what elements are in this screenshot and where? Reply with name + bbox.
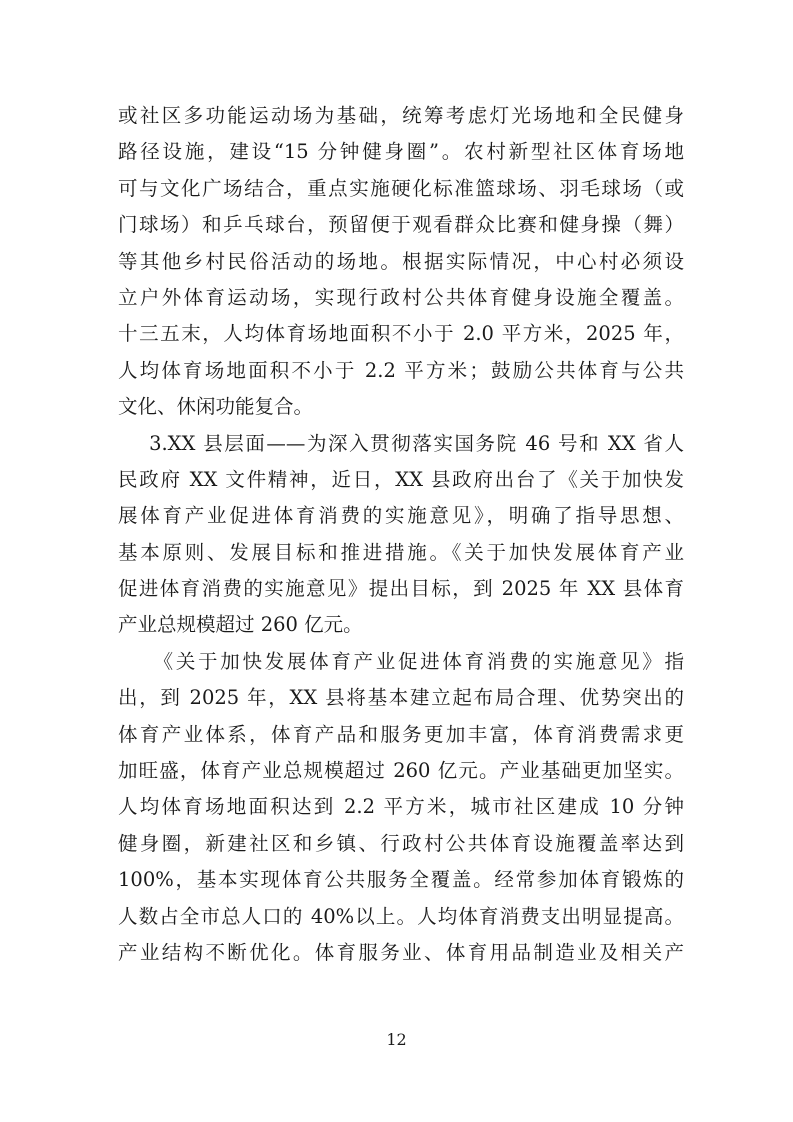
text-line: 十三五末，人均体育场地面积不小于 2.0 平方米，2025 年， (118, 322, 684, 346)
text-line: 健身圈，新建社区和乡镇、行政村公共体育设施覆盖率达到 (118, 831, 684, 855)
body-text (118, 98, 684, 971)
text-line: 人均体育场地面积不小于 2.2 平方米；鼓励公共体育与公共 (118, 358, 684, 382)
paragraph-county-level (118, 426, 684, 644)
text-line: 加旺盛，体育产业总规模超过 260 亿元。产业基础更加坚实。 (118, 759, 684, 783)
text-line: 产业总规模超过 260 亿元。 (118, 613, 363, 637)
text-line: 门球场）和乒乓球台，预留便于观看群众比赛和健身操（舞） (118, 213, 684, 237)
text-line: 3.XX 县层面——为深入贯彻落实国务院 46 号和 XX 省人 (118, 431, 684, 455)
text-line: 体育产业体系，体育产品和服务更加丰富，体育消费需求更 (118, 722, 684, 746)
text-line: 民政府 XX 文件精神，近日，XX 县政府出台了《关于加快发 (118, 467, 684, 491)
paragraph-implementation-opinion (118, 644, 684, 972)
text-line: 路径设施，建设“15 分钟健身圈”。农村新型社区体育场地 (118, 140, 684, 164)
text-line: 《关于加快发展体育产业促进体育消费的实施意见》指 (118, 649, 684, 673)
paragraph-community-facilities (118, 98, 684, 426)
text-line: 或社区多功能运动场为基础，统筹考虑灯光场地和全民健身 (118, 104, 684, 127)
text-line: 展体育产业促进体育消费的实施意见》，明确了指导思想、 (118, 504, 684, 528)
text-line: 文化、休闲功能复合。 (118, 395, 314, 419)
text-line: 可与文化广场结合，重点实施硬化标准篮球场、羽毛球场（或 (118, 176, 684, 200)
page-number: 12 (386, 1030, 407, 1049)
text-line: 基本原则、发展目标和推进措施。《关于加快发展体育产业 (118, 540, 684, 564)
text-line: 等其他乡村民俗活动的场地。根据实际情况，中心村必须设 (118, 249, 684, 273)
text-line: 100%，基本实现体育公共服务全覆盖。经常参加体育锻炼的 (118, 868, 684, 892)
text-line: 人数占全市总人口的 40%以上。人均体育消费支出明显提高。 (118, 904, 684, 928)
text-line: 促进体育消费的实施意见》提出目标，到 2025 年 XX 县体育 (118, 577, 684, 601)
text-line: 人均体育场地面积达到 2.2 平方米，城市社区建成 10 分钟 (118, 795, 684, 819)
text-line: 立户外体育运动场，实现行政村公共体育健身设施全覆盖。 (118, 285, 684, 309)
text-line: 产业结构不断优化。体育服务业、体育用品制造业及相关产 (118, 940, 684, 964)
text-line: 出，到 2025 年，XX 县将基本建立起布局合理、优势突出的 (118, 686, 684, 710)
